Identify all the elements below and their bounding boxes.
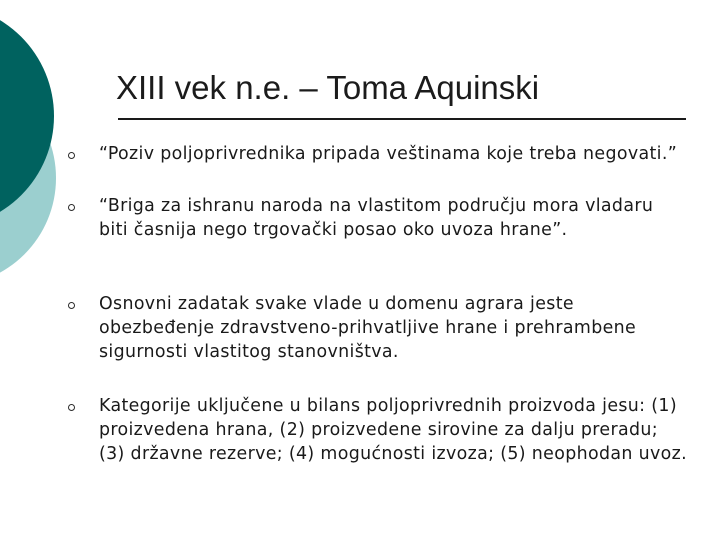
bullet-text: Osnovni zadatak svake vlade u domenu agrara jeste obezbeđenje zdravstveno-prihvatljive hrane i prehrambene sigurnosti vlastitog stanovništva.	[99, 294, 637, 362]
bullet-circle-icon	[68, 204, 75, 211]
bullet-text: “Briga za ishranu naroda na vlastitom području mora vladaru biti časnija nego trgovački posao oko uvoza hrane”.	[99, 196, 654, 240]
bullet-text: Kategorije uključene u bilans poljoprivrednih proizvoda jesu: (1) proizvedena hrana, (2) proizvedene sirovine za dalju preradu; (3) državne rezerve; (4) mogućnosti izvoza; (5) neophodan uvoz.	[99, 396, 687, 464]
bullet-text: “Poziv poljoprivrednika pripada veštinama koje treba negovati.”	[99, 144, 678, 164]
bullet-circle-icon	[68, 152, 75, 159]
slide-title: XIII vek n.e. – Toma Aquinski	[116, 69, 540, 106]
decorative-circles	[0, 0, 80, 300]
bullet-circle-icon	[68, 302, 75, 309]
bullet-circle-icon	[68, 404, 75, 411]
title-underline	[118, 118, 686, 120]
